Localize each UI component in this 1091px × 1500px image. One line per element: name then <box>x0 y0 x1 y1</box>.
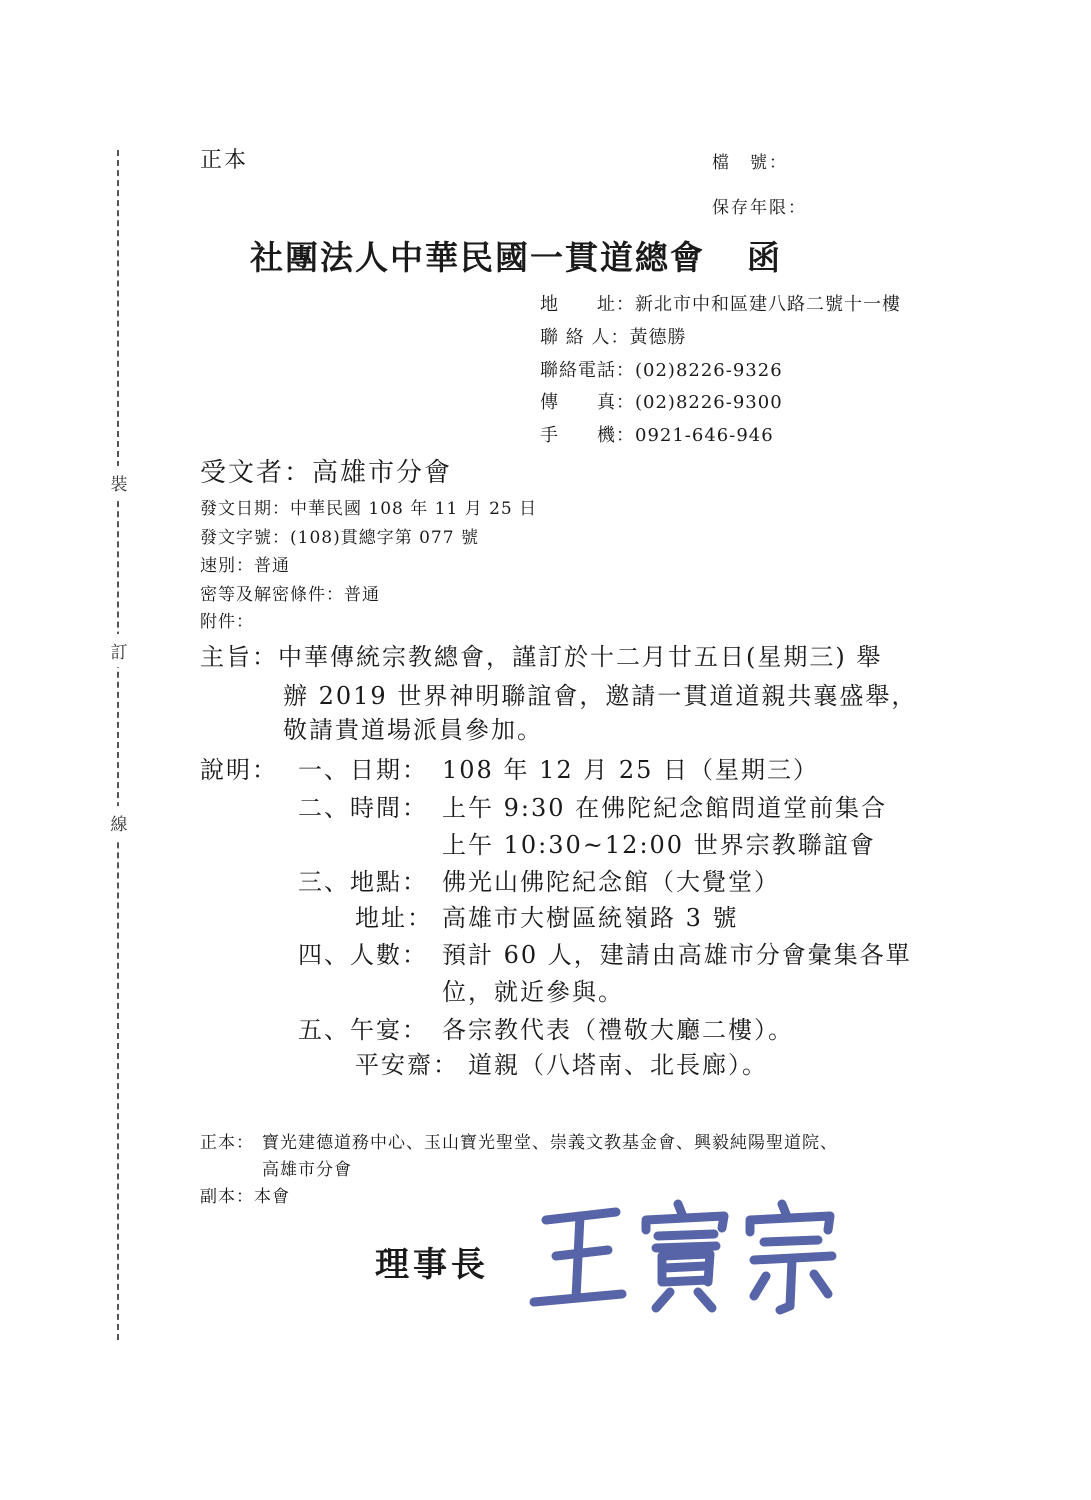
binding-line <box>117 150 119 1340</box>
subject-line: 中華傳統宗教總會，謹訂於十二月廿五日(星期三) 舉 <box>278 643 883 671</box>
contact-phone: 聯絡電話：(02)8226-9326 <box>540 360 783 381</box>
contact-person: 聯 絡 人：黃德勝 <box>540 327 687 348</box>
copy-type: 正本 <box>200 148 249 173</box>
original-recipients-label: 正本： <box>200 1133 254 1153</box>
issue-date: 發文日期：中華民國 108 年 11 月 25 日 <box>200 499 538 519</box>
chairman-title: 理事長 <box>375 1245 489 1285</box>
item-value-vegetarian: 道親（八塔南、北長廊）。 <box>468 1051 768 1079</box>
contact-address: 地 址：新北市中和區建八路二號十一樓 <box>540 294 901 315</box>
binding-char-xian: 線 <box>108 806 130 839</box>
document-title <box>250 232 782 279</box>
binding-char-ding: 訂 <box>108 634 130 667</box>
retention-label: 保存年限： <box>712 198 807 218</box>
document-number: 發文字號：(108)貫總字第 077 號 <box>200 528 479 548</box>
item-value-headcount: 位，就近參與。 <box>442 978 624 1006</box>
recipient: 受文者：高雄市分會 <box>200 458 453 488</box>
subject-line: 辦 2019 世界神明聯誼會，邀請一貫道道親共襄盛舉， <box>283 682 918 710</box>
item-value-headcount: 預計 60 人，建請由高雄市分會彙集各單 <box>442 941 912 969</box>
item-value-date: 108 年 12 月 25 日（星期三） <box>442 756 820 784</box>
item-key-venue: 三、地點： <box>298 868 428 896</box>
urgency: 速別：普通 <box>200 556 290 576</box>
item-key-headcount: 四、人數： <box>298 941 428 969</box>
file-number-label: 檔 號： <box>712 153 788 173</box>
subject-line: 敬請貴道場派員參加。 <box>283 716 543 744</box>
contact-fax: 傳 真：(02)8226-9300 <box>540 392 783 413</box>
item-key-vegetarian: 平安齋： <box>355 1051 459 1079</box>
item-key-date: 一、日期： <box>298 756 428 784</box>
attachments: 附件： <box>200 612 254 632</box>
explanation-label: 說明： <box>200 756 278 784</box>
item-value-time: 上午 9:30 在佛陀紀念館問道堂前集合 <box>442 794 888 822</box>
organization-name: 社團法人中華民國一貫道總會 <box>250 238 705 277</box>
document-type: 函 <box>747 238 782 277</box>
item-key-address: 地址： <box>355 904 433 932</box>
copy-recipients: 副本：本會 <box>200 1187 290 1207</box>
item-value-time: 上午 10:30~12:00 世界宗教聯誼會 <box>442 831 876 859</box>
original-recipients: 高雄市分會 <box>262 1160 352 1180</box>
original-recipients: 寶光建德道務中心、玉山寶光聖堂、崇義文教基金會、興毅純陽聖道院、 <box>262 1133 838 1153</box>
item-key-lunch: 五、午宴： <box>298 1016 428 1044</box>
contact-mobile: 手 機：0921-646-946 <box>540 425 774 446</box>
subject-label: 主旨： <box>200 643 278 671</box>
classification: 密等及解密條件：普通 <box>200 585 380 605</box>
item-value-lunch: 各宗教代表（禮敬大廳二樓）。 <box>442 1016 794 1044</box>
chairman-signature <box>528 1198 838 1318</box>
item-value-address: 高雄市大樹區統嶺路 3 號 <box>442 904 739 932</box>
binding-char-zhuang: 裝 <box>108 466 130 499</box>
item-key-time: 二、時間： <box>298 794 428 822</box>
item-value-venue: 佛光山佛陀紀念館（大覺堂） <box>442 868 780 896</box>
